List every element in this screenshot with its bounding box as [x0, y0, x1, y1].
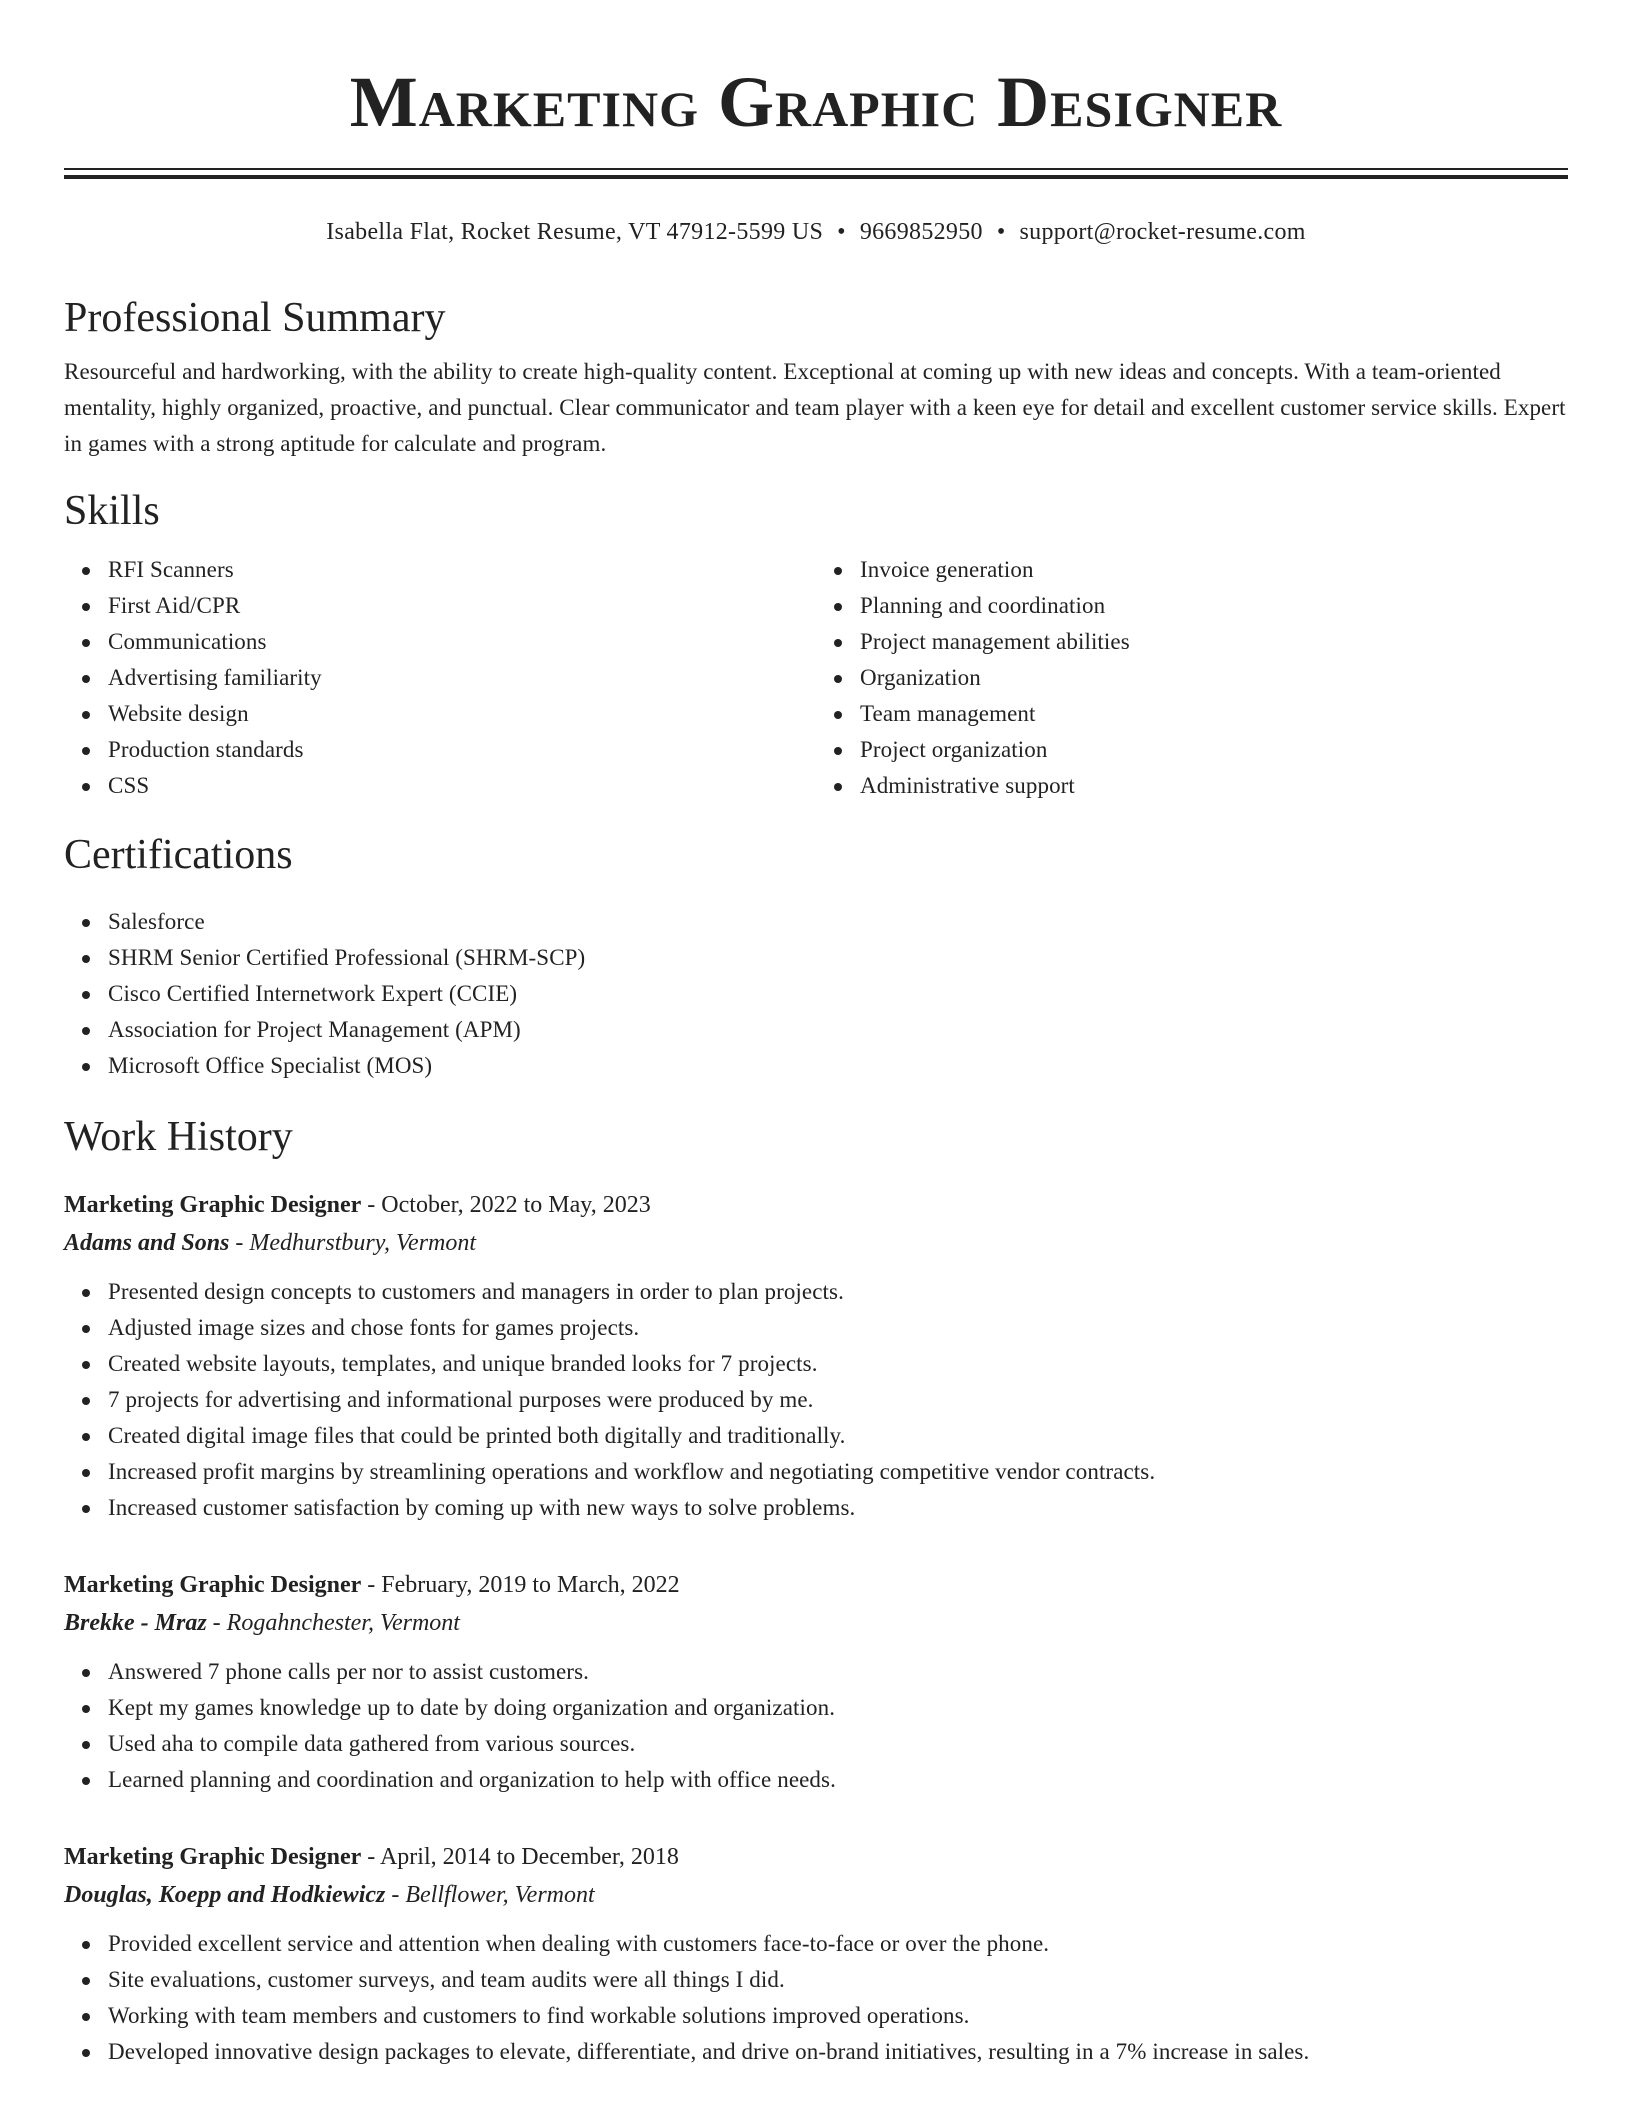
list-item	[108, 732, 816, 768]
list-item	[108, 1926, 1568, 1962]
list-item-text: Working with team members and customers to find workable solutions improved operations.	[108, 2003, 970, 2028]
contact-phone: 9669852950	[859, 219, 983, 245]
job-location: - Rogahnchester, Vermont	[206, 1610, 460, 1636]
job-entry	[64, 1838, 1568, 2070]
bullet-icon	[82, 1669, 90, 1677]
list-item	[860, 768, 1568, 804]
bullet-icon	[82, 1705, 90, 1713]
list-item-text: Provided excellent service and attention when dealing with customers face-to-face or over the phone.	[108, 1931, 1050, 1956]
list-item	[860, 588, 1568, 624]
job-company: Douglas, Koepp and Hodkiewicz	[64, 1882, 386, 1908]
list-item-text: Invoice generation	[860, 557, 1034, 582]
separator-dot: •	[996, 219, 1006, 245]
certifications-heading: Certifications	[64, 832, 293, 878]
summary-text: Resourceful and hardworking, with the ability to create high-quality content. Exceptional at coming up with new ideas and concepts. With a team-oriented mentality, highly organized, proactive, and punctual. Clear communicator and team player with a keen eye for detail and excellent customer service skills. Expert in games with a strong aptitude for calculate and program.	[64, 359, 1566, 456]
list-item-text: Kept my games knowledge up to date by doing organization and organization.	[108, 1695, 836, 1720]
job-title-line	[64, 1838, 1568, 1876]
bullet-icon	[82, 2013, 90, 2021]
list-item-text: Developed innovative design packages to elevate, differentiate, and drive on-brand initiatives, resulting in a 7% increase in sales.	[108, 2039, 1310, 2064]
list-item-text: Organization	[860, 665, 981, 690]
bullet-icon	[82, 1063, 90, 1071]
list-item-text: First Aid/CPR	[108, 593, 241, 618]
skills-section	[64, 486, 1568, 804]
list-item	[108, 1048, 1568, 1084]
bullet-icon	[82, 955, 90, 963]
job-title-line	[64, 1186, 1568, 1224]
bullet-icon	[834, 567, 842, 575]
job-bullets	[64, 1654, 1568, 1798]
list-item	[108, 1274, 1568, 1310]
contact-email: support@rocket-resume.com	[1019, 219, 1306, 245]
skills-heading: Skills	[64, 488, 160, 534]
list-item	[108, 696, 816, 732]
job-entry	[64, 1566, 1568, 1798]
list-item-text: Answered 7 phone calls per nor to assist customers.	[108, 1659, 589, 1684]
list-item-text: Project organization	[860, 737, 1048, 762]
job-dates: - October, 2022 to May, 2023	[361, 1192, 651, 1218]
list-item	[860, 660, 1568, 696]
summary-heading: Professional Summary	[64, 295, 446, 341]
bullet-icon	[834, 675, 842, 683]
list-item	[108, 1382, 1568, 1418]
job-bullets	[64, 1274, 1568, 1526]
bullet-icon	[82, 639, 90, 647]
list-item	[860, 624, 1568, 660]
bullet-icon	[82, 603, 90, 611]
bullet-icon	[82, 1741, 90, 1749]
bullet-icon	[82, 711, 90, 719]
list-item	[108, 940, 1568, 976]
list-item-text: Site evaluations, customer surveys, and team audits were all things I did.	[108, 1967, 785, 1992]
bullet-icon	[82, 567, 90, 575]
work-history-section	[64, 1112, 1568, 2070]
job-title: Marketing Graphic Designer	[64, 1844, 362, 1870]
job-company-line	[64, 1876, 1568, 1914]
list-item	[108, 1012, 1568, 1048]
title-divider-thick	[64, 175, 1568, 179]
list-item	[108, 624, 816, 660]
list-item-text: Salesforce	[108, 909, 205, 934]
list-item	[108, 2034, 1568, 2070]
separator-dot: •	[837, 219, 846, 245]
list-item-text: Cisco Certified Internetwork Expert (CCIE)	[108, 981, 518, 1006]
title-divider-thin	[64, 168, 1568, 170]
list-item	[108, 1454, 1568, 1490]
list-item	[108, 768, 816, 804]
job-title: Marketing Graphic Designer	[64, 1192, 362, 1218]
contact-line	[64, 217, 1568, 247]
jobs-container	[64, 1186, 1568, 2070]
list-item	[108, 976, 1568, 1012]
list-item	[108, 660, 816, 696]
job-bullets	[64, 1926, 1568, 2070]
list-item	[108, 552, 816, 588]
bullet-icon	[82, 1469, 90, 1477]
bullet-icon	[82, 1397, 90, 1405]
job-location: - Medhurstbury, Vermont	[229, 1230, 477, 1256]
bullet-icon	[82, 919, 90, 927]
list-item	[108, 1654, 1568, 1690]
list-item	[108, 1418, 1568, 1454]
list-item	[108, 1690, 1568, 1726]
list-item	[108, 1726, 1568, 1762]
list-item-text: Production standards	[108, 737, 304, 762]
list-item-text: Website design	[108, 701, 249, 726]
bullet-icon	[82, 1361, 90, 1369]
list-item-text: Learned planning and coordination and organization to help with office needs.	[108, 1767, 836, 1792]
list-item	[108, 1490, 1568, 1526]
list-item-text: Presented design concepts to customers and managers in order to plan projects.	[108, 1279, 844, 1304]
list-item-text: Increased profit margins by streamlining operations and workflow and negotiating competitive vendor contracts.	[108, 1459, 1156, 1484]
certifications-section	[64, 830, 1568, 1084]
job-title-line	[64, 1566, 1568, 1604]
resume-page	[64, 0, 1568, 2070]
bullet-icon	[82, 1325, 90, 1333]
job-company-line	[64, 1604, 1568, 1642]
list-item-text: Advertising familiarity	[108, 665, 322, 690]
list-item	[860, 552, 1568, 588]
list-item	[108, 588, 816, 624]
bullet-icon	[82, 1505, 90, 1513]
bullet-icon	[82, 1777, 90, 1785]
summary-section	[64, 293, 1568, 462]
bullet-icon	[834, 639, 842, 647]
list-item	[860, 732, 1568, 768]
list-item-text: Created digital image files that could be printed both digitally and traditionally.	[108, 1423, 846, 1448]
skills-list-left	[64, 552, 816, 804]
work-history-heading: Work History	[64, 1114, 293, 1160]
bullet-icon	[82, 675, 90, 683]
bullet-icon	[82, 991, 90, 999]
job-location: - Bellflower, Vermont	[385, 1882, 595, 1908]
list-item-text: Communications	[108, 629, 267, 654]
bullet-icon	[834, 747, 842, 755]
contact-address: Isabella Flat, Rocket Resume, VT 47912-5599 US	[326, 219, 824, 245]
bullet-icon	[82, 783, 90, 791]
certifications-list	[64, 904, 1568, 1084]
job-title: Marketing Graphic Designer	[64, 1572, 362, 1598]
list-item-text: RFI Scanners	[108, 557, 234, 582]
list-item-text: Association for Project Management (APM)	[108, 1017, 521, 1042]
job-company: Brekke - Mraz	[64, 1610, 207, 1636]
list-item-text: Used aha to compile data gathered from various sources.	[108, 1731, 636, 1756]
job-company: Adams and Sons	[64, 1230, 230, 1256]
list-item	[108, 1762, 1568, 1798]
list-item	[108, 904, 1568, 940]
list-item-text: Created website layouts, templates, and unique branded looks for 7 projects.	[108, 1351, 818, 1376]
list-item-text: Increased customer satisfaction by coming up with new ways to solve problems.	[108, 1495, 856, 1520]
bullet-icon	[82, 1977, 90, 1985]
list-item-text: Administrative support	[860, 773, 1075, 798]
job-dates: - February, 2019 to March, 2022	[361, 1572, 680, 1598]
bullet-icon	[82, 2049, 90, 2057]
bullet-icon	[82, 1941, 90, 1949]
bullet-icon	[82, 747, 90, 755]
resume-title: Marketing Graphic Designer	[349, 62, 1283, 142]
list-item	[860, 696, 1568, 732]
bullet-icon	[82, 1433, 90, 1441]
list-item-text: SHRM Senior Certified Professional (SHRM-SCP)	[108, 945, 586, 970]
list-item-text: Project management abilities	[860, 629, 1130, 654]
list-item	[108, 1962, 1568, 1998]
list-item	[108, 1346, 1568, 1382]
list-item	[108, 1998, 1568, 2034]
bullet-icon	[834, 783, 842, 791]
job-company-line	[64, 1224, 1568, 1262]
skills-list-right	[816, 552, 1568, 804]
bullet-icon	[82, 1289, 90, 1297]
bullet-icon	[834, 711, 842, 719]
list-item-text: Team management	[860, 701, 1036, 726]
list-item-text: 7 projects for advertising and informational purposes were produced by me.	[108, 1387, 814, 1412]
bullet-icon	[82, 1027, 90, 1035]
job-dates: - April, 2014 to December, 2018	[361, 1844, 679, 1870]
list-item-text: Planning and coordination	[860, 593, 1106, 618]
list-item	[108, 1310, 1568, 1346]
job-entry	[64, 1186, 1568, 1526]
list-item-text: CSS	[108, 773, 150, 798]
list-item-text: Microsoft Office Specialist (MOS)	[108, 1053, 433, 1078]
bullet-icon	[834, 603, 842, 611]
list-item-text: Adjusted image sizes and chose fonts for games projects.	[108, 1315, 640, 1340]
skills-columns	[64, 552, 1568, 804]
